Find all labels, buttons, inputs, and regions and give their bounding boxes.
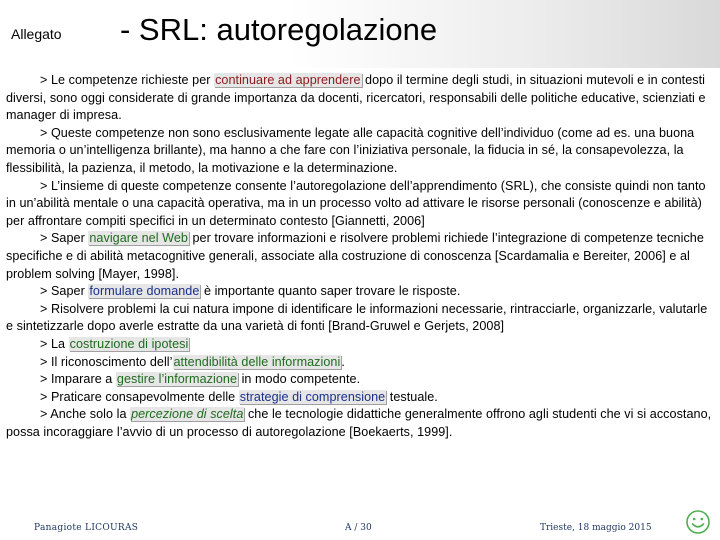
paragraph-text: > Risolvere problemi la cui natura impone di identificare le informazioni necessarie, rintracciarle, organizzarle, valutarle e sintetizzarle dopo averle estratte da una varietà di fonti [Brand-Gruwel e Gerjets, 2008] [6,301,708,334]
highlighted-keyword: formulare domande [89,284,200,299]
paragraph-text: dopo il termine degli studi, in situazioni mutevoli e in contesti diversi, sono oggi considerate di grande importanza da docenti, ricercatori, responsabili delle politiche educative, scienziati e manager di impresa. [6,73,706,123]
paragraph-text: > Imparare a [40,372,116,387]
paragraph-text: in modo competente. [238,372,361,387]
slide-title: - SRL: autoregolazione [120,12,438,47]
body-paragraph [6,354,712,372]
body-paragraph [6,125,712,178]
highlighted-keyword: continuare ad apprendere [215,73,361,87]
paragraph-text: che le tecnologie didattiche generalmente offrono agli studenti che vi si accostano, possa incoraggiare l’avvio di un processo di autoregolazione [Boekaerts, 1999]. [6,407,712,439]
paragraph-text: > Saper [40,284,89,299]
highlighted-keyword: attendibilità delle informazioni [173,354,341,369]
footer-page-number: A / 30 [345,523,372,533]
highlighted-keyword: strategie di comprensione [239,389,386,404]
paragraph-text: > Il riconoscimento dell’ [40,354,173,369]
highlighted-keyword: navigare nel Web [89,231,188,246]
body-paragraph [6,406,712,441]
slide-body [6,72,712,441]
paragraph-text: > L’insieme di queste competenze consente l’autoregolazione dell’apprendimento (SRL), che consiste quindi non tanto in un’abilità mentale o una capacità operativa, ma in un processo volto ad attivare le risorse personali (conoscenze e abilità) per affrontare compiti specifici in un determinato contesto [Giannetti, 2006] [6,178,706,228]
paragraph-text: > Saper [40,231,89,246]
paragraph-text: . [341,354,345,369]
paragraph-text: è importante quanto saper trovare le risposte. [200,284,461,299]
highlighted-keyword: gestire l’informazione [116,372,238,387]
body-paragraph [6,336,712,354]
paragraph-text: > Praticare consapevolmente delle [40,389,239,404]
paragraph-text: > Le competenze richieste per [40,73,215,87]
body-paragraph [6,72,712,125]
body-paragraph [6,178,712,231]
paragraph-text: per trovare informazioni e risolvere problemi richiede l’integrazione di competenze tecniche specifiche e di abilità metacognitive generali, associate alla costruzione di conoscenza [Scardamalia e Bereiter, 2006] e al problem solving [Mayer, 1998]. [6,231,704,281]
body-paragraph [6,230,712,283]
highlighted-keyword: costruzione di ipotesi [69,336,189,351]
body-paragraph [6,301,712,336]
body-paragraph [6,371,712,389]
section-tag: Allegato [11,26,62,42]
paragraph-text: testuale. [386,389,438,404]
paragraph-text: > La [40,336,69,351]
slide-footer [0,518,720,540]
footer-author: Panagiote LICOURAS [34,523,139,533]
paragraph-text: > Queste competenze non sono esclusivamente legate alle capacità cognitive dell’individuo (come ad es. una buona memoria o un’intelligenza brillante), ma hanno a che fare con l’iniziativa personale, la fiducia in sé, la consapevolezza, la flessibilità, la pazienza, il metodo, la motivazione e la determinazione. [6,125,695,175]
paragraph-text: > Anche solo la [40,407,131,422]
highlighted-keyword: percezione di scelta [131,407,244,422]
body-paragraph [6,283,712,301]
body-paragraph [6,389,712,407]
slide-header [0,0,720,68]
footer-place-date: Trieste, 18 maggio 2015 [540,523,652,533]
smiley-icon [684,508,712,536]
